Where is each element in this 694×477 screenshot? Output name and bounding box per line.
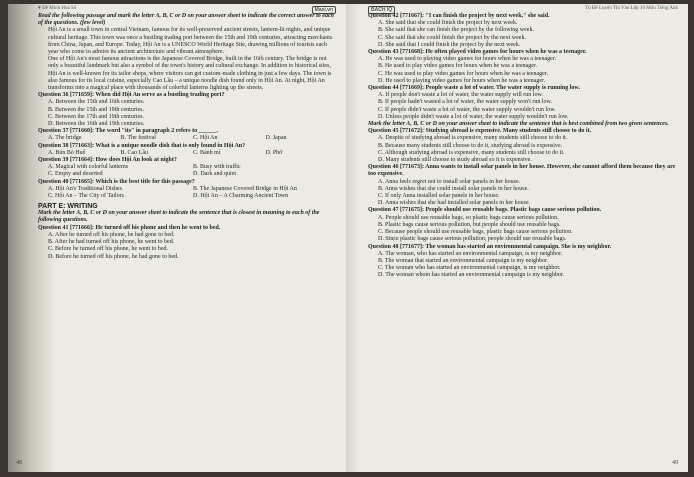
question-36 (38, 92, 338, 128)
option-c: C. Empty and deserted (48, 171, 103, 178)
option-c: C. Hội An – The City of Tailors (48, 193, 125, 200)
option-b: B. Plastic bags cause serious pollution, but people should use reusable bags. (378, 221, 561, 228)
left-header-text: ♥ Đề Minh Hoà Số (38, 6, 77, 11)
question-42 (368, 13, 680, 49)
option-a: A. Hội An's Traditional Dishes (48, 185, 122, 192)
option-d: D. Before he turned off his phone, he had gone to bed. (48, 253, 179, 260)
question-stem: Question 47 [771675]: People should use reusable bags. Plastic bags cause serious pollution. (368, 207, 602, 214)
option-b: B. Cao Lầu (120, 149, 148, 156)
option-d: D. Hội An – A Charming Ancient Town (193, 193, 289, 200)
question-stem: Question 36 [771659]: When did Hội An serve as a bustling trading port? (38, 92, 225, 99)
page-number-right: 49 (672, 460, 678, 466)
option-a: A. The woman, who has started an environmental campaign, is my neighbor. (378, 250, 563, 257)
option-b: B. The woman that started an environmental campaign is my neighbor. (378, 257, 549, 264)
option-d: D. Japan (265, 135, 287, 142)
passage-paragraph-2: One of Hội An's most famous attractions is the Japanese Covered Bridge, built in the 16th century. The bridge is not only a beautiful landmark but also a symbol of the town's history and cultural exchange. In addition to historical sites, Hội An is well-known for its tailor shops, where visitors can get custom-made clothing in just a few days. The town is also famous for its local cuisine, especially Cao Lầu – a unique noodle dish found only in Hội An. At night, Hội An transforms into a magical place with thousands of colorful lanterns lighting up the streets. (48, 56, 332, 92)
question-stem: Question 37 [771660]: The word "its" in paragraph 2 refers to ______. (38, 128, 219, 135)
option-d: D. Since plastic bags cause serious pollution, people should use reusable bags. (378, 236, 567, 243)
question-37 (38, 128, 338, 142)
question-39 (38, 157, 338, 179)
question-stem: Question 38 [771663]: What is a unique noodle dish that is only found in Hội An? (38, 142, 246, 149)
question-41 (38, 225, 338, 261)
question-46 (368, 164, 680, 207)
option-d: D. He used to playing video games for hours when he was a teenager. (378, 77, 546, 84)
left-header (38, 6, 338, 13)
option-d: D. Between the 16th and 19th centuries. (48, 121, 145, 128)
option-c: C. Between the 17th and 19th centuries. (48, 113, 144, 120)
option-b: B. Because many students still choose to do it, studying abroad is expensive. (378, 142, 563, 149)
question-stem: Question 42 [771667]: "I can finish the project by next week," she said. (368, 13, 550, 19)
option-c: C. The woman who has started an environmental campaign, is my neighbor. (378, 265, 561, 272)
option-a: A. After he turned off his phone, he had gone to bed. (48, 231, 175, 238)
right-header-text: Tủ Đề Luyện Thi Vào Lớp 10 Môn Tiếng Anh (585, 6, 678, 11)
option-a: A. The bridge (48, 135, 82, 142)
part-e-heading: PART E: WRITING (38, 203, 98, 211)
option-c: C. Before he turned off his phone, he went to bed. (48, 246, 169, 253)
option-b: B. The Japanese Covered Bridge in Hội An (193, 185, 297, 192)
option-a: A. Magical with colorful lanterns (48, 164, 129, 171)
option-c: C. Because people should use reusable bags, plastic bags cause serious pollution. (378, 229, 573, 236)
option-d: D. Phở (265, 149, 283, 156)
combine-instruction: Mark the letter A, B, C or D on your answer sheet to indicate the sentence that is best combined from two given sentences. (368, 121, 669, 128)
previous-page-edge (8, 4, 34, 472)
option-c: C. Although studying abroad is expensive, many students still choose to do it. (378, 149, 565, 156)
option-d: D. Dark and quiet (193, 171, 236, 178)
right-brand-logo: BÁCH IQ (368, 6, 395, 14)
option-b: B. If people hadn't wasted a lot of water, the water supply won't run low. (378, 99, 552, 106)
question-stem: Question 44 [771669]: People waste a lot of water. The water supply is running low. (368, 85, 580, 92)
question-stem: Question 43 [771668]: He often played video games for hours when he was a teenager. (368, 49, 587, 56)
option-d: D. Many students still choose to study abroad so it is expensive. (378, 157, 532, 164)
question-stem: Question 41 [771666]: He turned off his phone and then he went to bed. (38, 224, 221, 231)
passage-paragraph-1: Hội An is a small town in central Vietnam, famous for its well-preserved ancient streets, lantern-lit nights, and unique cultural heritage. This town was once a bustling trading port between the 15th and 19th centuries, attracting merchants from China, Japan, and Europe. Today, Hội An is a UNESCO World Heritage Site, drawing millions of tourists each year who come to admire its ancient architecture and vibrant atmosphere. (48, 27, 333, 56)
writing-instruction: Mark the letter A, B, C or D on your answer sheet to indicate the sentence that is closest in meaning to each of the following questions. (38, 210, 320, 224)
question-stem: Question 40 [771665]: Which is the best title for this passage? (38, 178, 195, 185)
option-a: A. People should use reusable bags, so plastic bags cause serious pollution. (378, 214, 559, 221)
left-page (8, 4, 346, 472)
option-a: A. Between the 15th and 16th centuries. (48, 99, 145, 106)
right-header (368, 6, 680, 13)
option-a: A. She said that she could finish the project by next week. (378, 20, 518, 27)
option-b: B. Anna wishes that she could install solar panels in her house. (378, 185, 529, 192)
option-a: A. Despite of studying abroad is expensive, many students still choose to do it. (378, 135, 568, 142)
question-44 (368, 85, 680, 121)
option-c: C. She said that she could finish the project by the next week. (378, 34, 526, 41)
option-b: B. He used to play video games for hours when he was a teenager. (378, 63, 538, 70)
option-a: A. If people don't waste a lot of water, the water supply will run low. (378, 92, 543, 99)
option-d: D. The woman whom has started an environmental campaign is my neighbor. (378, 272, 565, 279)
option-b: B. Busy with traffic (193, 164, 241, 171)
page-number-left: 48 (16, 460, 22, 466)
right-page (346, 4, 688, 472)
reading-instruction: Read the following passage and mark the letter A, B, C or D on your answer sheet to indicate the correct answer to each of the questions. (few level) (38, 13, 334, 27)
left-brand-logo: Maxi.vn (312, 6, 336, 14)
question-38 (38, 143, 338, 157)
option-d: D. She said that I could finish the project by the next week. (378, 41, 521, 48)
option-c: C. If only Anna installed solar panels in her house. (378, 193, 500, 200)
option-b: B. She said that she can finish the project by the following week. (378, 27, 534, 34)
option-a: A. Anna feels regret not to install solar panels in her house. (378, 178, 521, 185)
option-c: C. Bánh mì (193, 149, 221, 156)
option-c: C. Hội An (193, 135, 218, 142)
question-stem: Question 46 [771673]: Anna wants to install solar panels in her house. However, she cannot afford them because they are too expensive. (368, 164, 676, 178)
option-d: D. Anna wishes that she had installed solar panels in her house. (378, 200, 531, 207)
option-c: C. If people didn't waste a lot of water, the water supply wouldn't run low. (378, 106, 556, 113)
option-a: A. Bún Bò Huế (48, 149, 86, 156)
question-stem: Question 45 [771672]: Studying abroad is expensive. Many students still choose to do it. (368, 128, 592, 135)
question-43 (368, 49, 680, 85)
option-c: C. He was used to play video games for hours when he was a teenager. (378, 70, 548, 77)
question-48 (368, 244, 680, 280)
question-40 (38, 179, 338, 201)
option-b: B. After he had turned off his phone, he went to bed. (48, 239, 175, 246)
question-stem: Question 39 [771664]: How does Hội An look at night? (38, 157, 177, 164)
question-stem: Question 48 [771677]: The woman has started an environmental campaign. She is my neighbor. (368, 243, 612, 250)
option-b: B. The festival (120, 135, 156, 142)
option-d: D. Unless people didn't waste a lot of water, the water supply wouldn't run low. (378, 113, 569, 120)
question-45 (368, 128, 680, 164)
question-47 (368, 207, 680, 243)
option-b: B. Between the 15th and 19th centuries. (48, 106, 144, 113)
option-a: A. He was used to playing video games for hours when he was a teenager. (378, 56, 556, 63)
